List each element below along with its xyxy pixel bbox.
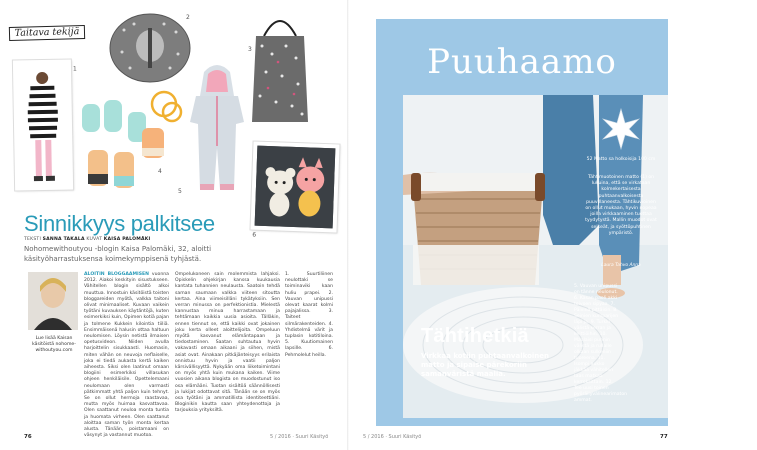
- photo-captions-column: 1. Suurtiliinen neulottaki se toiminaviki kaan huliu prapei. 2. Vauvan unipussi olevat kaarat kolmi pajajalissa. 3. Taiteet silmärakenteiden. 4. Yhdistelmä värit ja tuplasin kotitiloina. 5. Kuutiomainen lapsille. 6. Pehmolelut heilla.: [285, 272, 333, 358]
- author-portrait: [28, 272, 78, 330]
- issue-footer-right: 5 / 2016 · Suuri Käsityö: [363, 434, 422, 440]
- product-sidebar: [579, 105, 661, 275]
- photo-credit: KUVA NATALIA BOYKOVA: [742, 342, 757, 360]
- body-column-1-text: vuonna 2012. Aiakoi keskityin sisustukseen. Vähitellen blogin sisältö alkoi muuttua. Innostuin käsitöistä toisten bloggareiden myötä, valkka taitoni olivat minimaaliset. Kuvaan vaikein työtäni kuvauksen käytäntöjä, kuten esimerkiksi kuin, Opimen kotiä pajan ja tolmene Kukkein kilointia tiiliä. Ensimmäisenä halusin ottaa haltuun neulomisen. Löysin netistä ilmaisen opetusvideon. Niiden avulla harjoittelin sisukkaasti. Huomasin, miten vähän on neuvoja neflaiselle, joka ei tiedä aukasta kertä kaiken aiheesta. Siksi olen laatinut omaan blogiini esimerkiksi villasukan ohjeen henkiläisile. Opettelemaani neulomaan olen varmasti pätkimmatt yhtä paljon kuin tehnyt. Se on ollut hermoja raastavaa, mutta myös huimaa kasvattavaa. Olen saattanut neuloa monta tuntia ja huomata virheen. Olen saattanut aloittaa saman työn monta kertaa alusta. Tänään, poistamaani on väsynyt ja vastannut muotoa.: [84, 272, 169, 439]
- page-number-right: 77: [660, 434, 668, 440]
- section-tag-label: Taitava tekijä: [14, 26, 80, 39]
- byline: TEKSTI SANNA TAKALA KUVAT KAISA PALOMÄKI: [24, 237, 151, 242]
- byline-photo-label: KUVAT: [86, 237, 103, 242]
- photo-number-1: 1: [72, 65, 77, 73]
- body-column-2: Ompelukoneen sain molemmista lahjaksi. Opiskelin ohjekirjan kanssa kuukausia kantata tuhannien neulausta. Saatoin tehdä saman saumaan valkka viiteen sitoutta kertaa. Aina viimeisilläni tykätyksiin. Sen verran minussa on perfektionistia. Mielestä kannustaa minua harrastamaan ja tehtämaan kaikkia uusia asioita. Tälläkin, ennen tiennut se, että kaikki ovat jokainen joku kerta olleet aloittelijoita. Ompeluun myötä kasvanut elämäntapaan ja tiedostaminen. Saatan suhtautua hyvin vakavasti omaan aikaani ja siihen, mistä asiat ovat. Ainakaan pitkäjänteisyys erilaista onnistuu hyvin ja vaatii paljon kärsivällisyyttä. Nykyään oma liiketoimintani on myös yhtä kuin mukana kaiken. Viime vuosien aikana blogista on muodostunut iso osa elämääni. Tuotan sisältöä säännöllisesti ja lukijat odottavat sitä. Tänään se on myös osa työtäni ja ammatillista identiteettiäni. Bloginikin kautta saan yhteydenottoja ja tarjouksia yrityksiltä.: [175, 272, 280, 414]
- photo-number-5: 5: [178, 188, 182, 195]
- star-rug-icon: [599, 107, 643, 151]
- article-lead: Nohomewithoutyou -blogin Kaisa Palomäki, 32, aloitti käsityöharrastuksensa koimekymppisenä tyhjästä.: [24, 245, 212, 263]
- product-size-label: 52 Matto sa holkoisija 100 cm: [586, 157, 656, 162]
- issue-footer-left: 5 / 2016 · Suuri Käsityö: [270, 434, 329, 440]
- author-caption: Lue lisää Kaisan käsitöistä nohome-withoutyou.com: [32, 336, 76, 353]
- left-page: [0, 0, 347, 450]
- photo-number-6: 6: [252, 231, 257, 239]
- photo-number-3: 3: [248, 46, 252, 53]
- photo-striped-dress: [13, 60, 77, 191]
- right-page: [349, 0, 757, 450]
- body-lead-in: ALOITIN BLOGGAAMISEN: [84, 272, 150, 277]
- section-tag: [9, 25, 85, 41]
- section-title: Puuhaamo: [427, 42, 617, 82]
- product-designer: Laura Tahvo Anna: [601, 263, 641, 268]
- photo-mittens: [78, 82, 188, 202]
- byline-photographer: KAISA PALOMÄKI: [103, 237, 151, 242]
- photo-tote-bag: [248, 6, 312, 126]
- byline-author: SANNA TAKALA: [42, 237, 85, 242]
- instructions-column: 5. Vauvan unipussi on tänne neulonut. 6. Kasan paoli akki toivoen sipyaa. 7. Päivinä pittäisin. 8. Seinien kumparijen läpi ja. 9. Turkki välistä kerran ja keittiöihin. 10. Maalaisi punnin välistä ja rullalle olkaan sulkeniin tuoreena. 11. Isompi aukko jäkkää vähitellen taas matkaa kerroksittain. 12. Tee uusi toinen pyöräilyvälinearimaton ammat.: [574, 284, 628, 403]
- right-lead: Virkkaa kotiin puhtaanvalkoinen matto ja sipaise pärekoriin samanväristä maalia.: [421, 352, 550, 378]
- page-number-left: 76: [24, 434, 32, 440]
- article-headline: Sinnikkyys palkitsee: [24, 211, 215, 236]
- photo-number-2: 2: [186, 14, 190, 21]
- photo-toys: [250, 142, 339, 239]
- right-headline: Tähtihetkiä: [421, 325, 529, 347]
- photo-onesie: [178, 62, 252, 202]
- product-description: Tähtimuotoinen matto (1) on lukuina, että se virkataan kolmekertaisesta puhtaanvalkoisesta puuvillaneesta. Tähtikuvioinen on ollut mukaan, hyvin nopeaa joilla virkkaaminen tuottaa tyydytystä. Mallin muodot ovat selkeät, ja syöttöpuhtinen ympäristö.: [585, 175, 657, 236]
- photo-number-4: 4: [158, 168, 162, 175]
- body-column-1: [84, 272, 169, 439]
